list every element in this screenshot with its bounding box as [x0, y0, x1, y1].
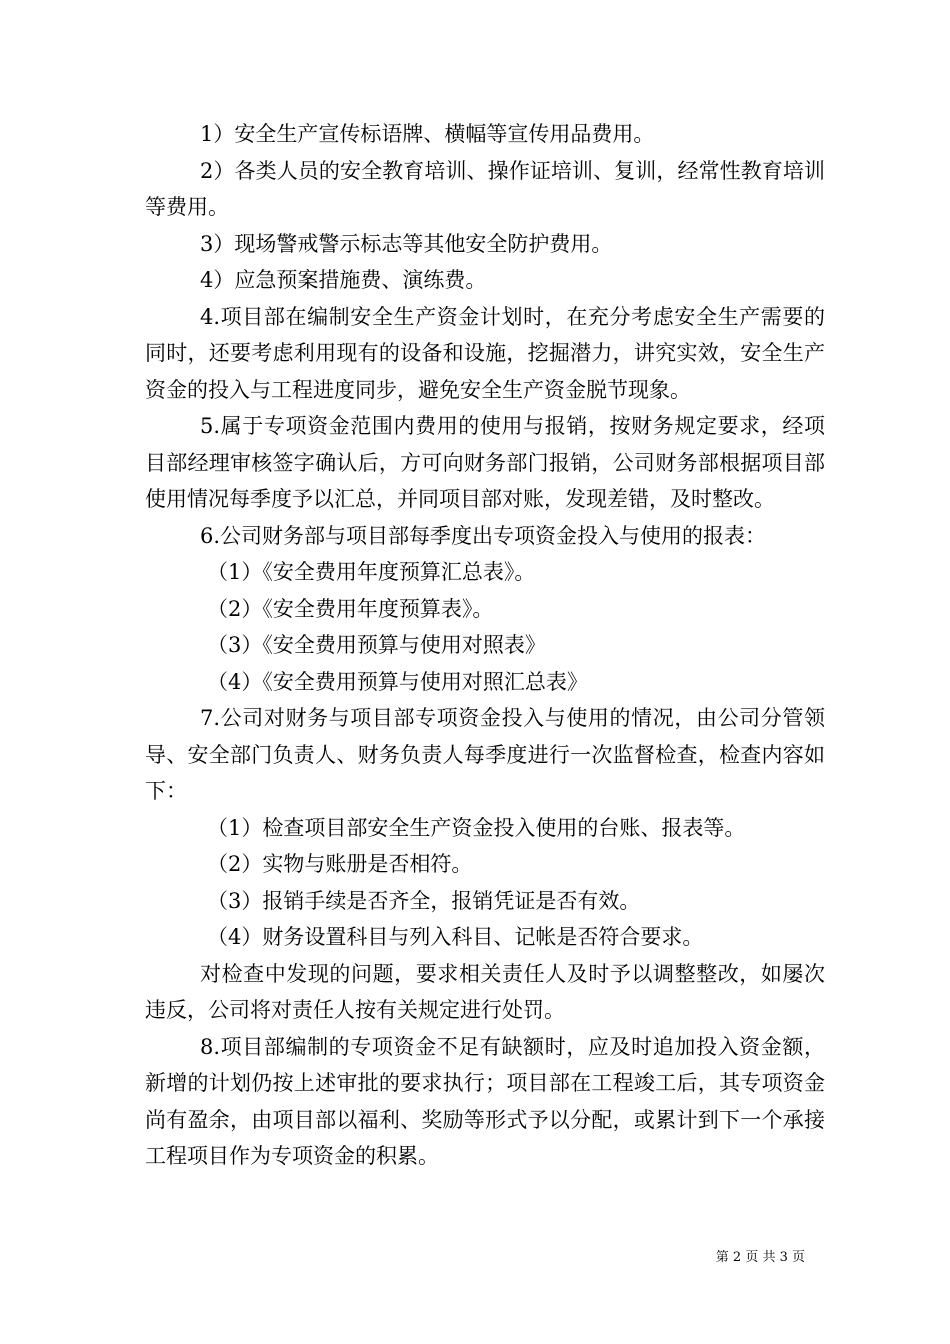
paragraph-section-6: 6.公司财务部与项目部每季度出专项资金投入与使用的报表： [200, 523, 767, 548]
report-list-item-2: （2）《安全费用年度预算表》。 [207, 596, 494, 621]
check-list-item-3: （3）报销手续是否齐全，报销凭证是否有效。 [207, 888, 641, 913]
paragraph-section-7: 7.公司对财务与项目部专项资金投入与使用的情况，由公司分管领导、安全部门负责人、财务负责人每季度进行一次监督检查，检查内容如下： [145, 706, 825, 803]
paragraph-item-4: 4）应急预案措施费、演练费。 [200, 268, 487, 292]
page-number-footer: 第 2 页 共 3 页 [715, 1250, 805, 1265]
paragraph-item-3: 3）现场警戒警示标志等其他安全防护费用。 [200, 231, 613, 256]
paragraph-item-1: 1）安全生产宣传标语牌、横幅等宣传用品费用。 [200, 122, 655, 146]
report-list-item-3: （3）《安全费用预算与使用对照表》 [207, 633, 546, 657]
paragraph-penalty: 对检查中发现的问题，要求相关责任人及时予以调整整改，如屡次违反，公司将对责任人按有关规定进行处罚。 [145, 961, 825, 1022]
paragraph-section-8: 8.项目部编制的专项资金不足有缺额时，应及时追加投入资金额，新增的计划仍按上述审批的要求执行；项目部在工程竣工后，其专项资金尚有盈余，由项目部以福利、奖励等形式予以分配，或累计到下一个承接工程项目作为专项资金的积累。 [145, 1034, 825, 1168]
check-list-item-4: （4）财务设置科目与列入科目、记帐是否符合要求。 [207, 925, 704, 949]
paragraph-item-2: 2）各类人员的安全教育培训、操作证培训、复训，经常性教育培训等费用。 [145, 158, 825, 219]
paragraph-section-5: 5.属于专项资金范围内费用的使用与报销，按财务规定要求，经项目部经理审核签字确认后，方可向财务部门报销，公司财务部根据项目部使用情况每季度予以汇总，并同项目部对账，发现差错，及时整改。 [145, 414, 825, 511]
document-body [145, 116, 825, 1175]
check-list-item-1: （1）检查项目部安全生产资金投入使用的台账、报表等。 [207, 815, 746, 840]
check-list-item-2: （2）实物与账册是否相符。 [207, 852, 473, 876]
report-list-item-1: （1）《安全费用年度预算汇总表》。 [207, 560, 536, 584]
report-list-item-4: （4）《安全费用预算与使用对照汇总表》 [207, 669, 588, 694]
paragraph-section-4: 4.项目部在编制安全生产资金计划时，在充分考虑安全生产需要的同时，还要考虑利用现有的设备和设施，挖掘潜力，讲究实效，安全生产资金的投入与工程进度同步，避免安全生产资金脱节现象。 [145, 304, 825, 402]
